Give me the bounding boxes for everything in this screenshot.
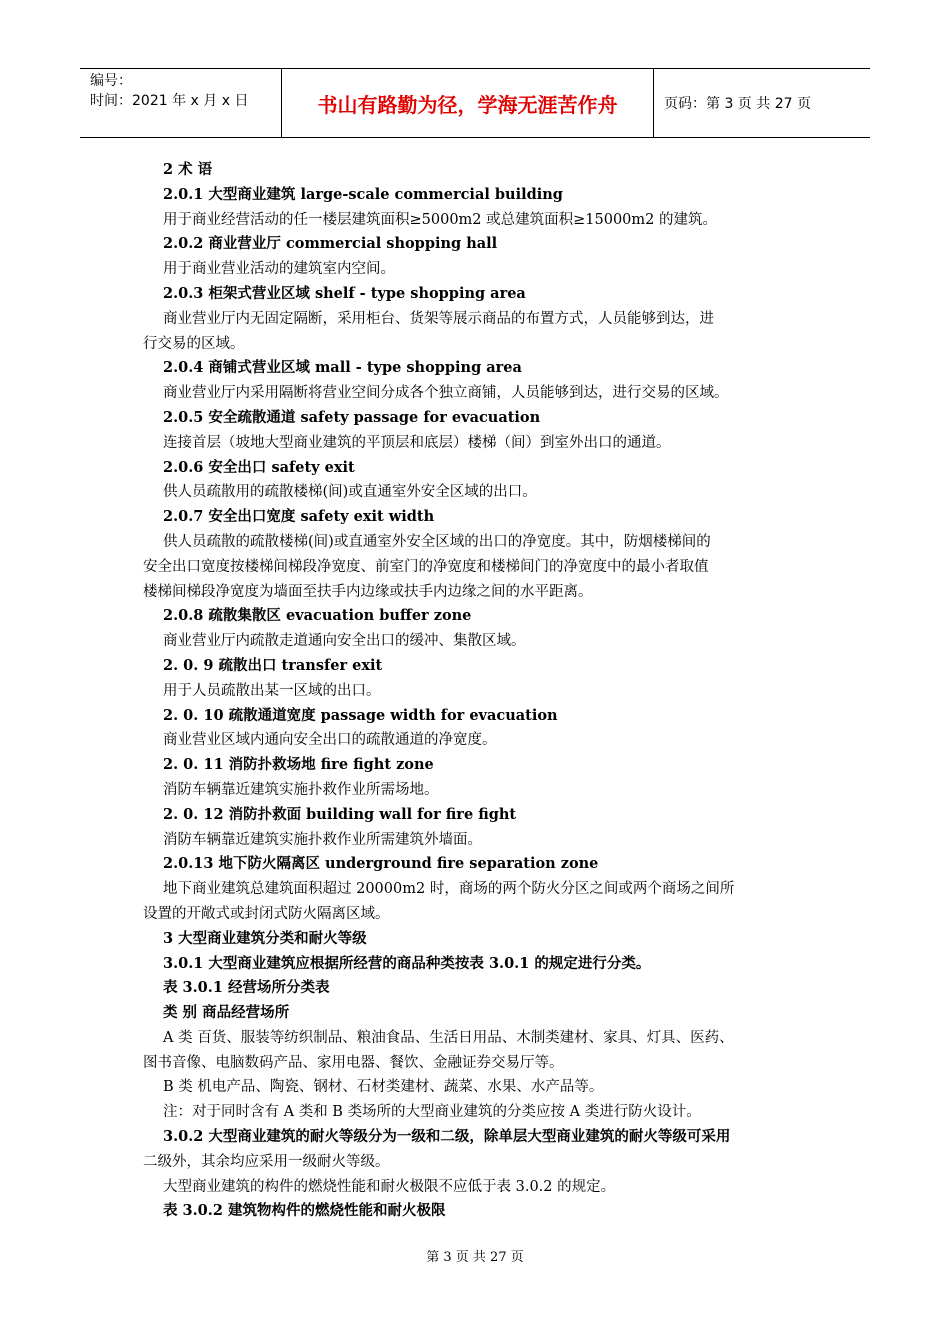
body-text-line: 图书音像、电脑数码产品、家用电器、餐饮、金融证券交易厅等。 [143,1054,564,1071]
body-text-line: A 类 百货、服装等纺织制品、粮油食品、生活日用品、木制类建材、家具、灯具、医药、 [163,1029,734,1046]
body-text-line: 商业营业区域内通向安全出口的疏散通道的净宽度。 [163,732,497,749]
section-heading: 3.0.1 大型商业建筑应根据所经营的商品种类按表 3.0.1 的规定进行分类。 [163,954,651,972]
body-text-line: 连接首层（坡地大型商业建筑的平顶层和底层）楼梯（间）到室外出口的通道。 [163,434,671,451]
body-text-line: 安全出口宽度按楼梯间梯段净宽度、前室门的净宽度和楼梯间门的净宽度中的最小者取值 [143,558,709,575]
section-heading: 表 3.0.1 经营场所分类表 [163,979,330,997]
header-page-code: 页码：第 3 页 共 27 页 [664,96,811,112]
section-heading: 2.0.6 安全出口 safety exit [163,458,355,476]
body-text-line: 消防车辆靠近建筑实施扑救作业所需建筑外墙面。 [163,831,482,848]
section-heading: 2. 0. 11 消防扑救场地 fire fight zone [163,756,434,774]
section-heading: 类 别 商品经营场所 [163,1004,290,1022]
section-heading: 2.0.2 商业营业厅 commercial shopping hall [163,235,498,253]
section-heading: 表 3.0.2 建筑物构件的燃烧性能和耐火极限 [163,1202,446,1220]
body-text-line: B 类 机电产品、陶瓷、钢材、石材类建材、蔬菜、水果、水产品等。 [163,1079,604,1096]
document-time-label: 时间：2021 年 x 月 x 日 [90,93,249,109]
body-text-line: 设置的开敞式或封闭式防火隔离区域。 [143,905,390,922]
body-text-line: 商业营业厅内疏散走道通向安全出口的缓冲、集散区域。 [163,633,526,650]
section-heading: 2. 0. 10 疏散通道宽度 passage width for evacuation [163,706,558,724]
document-body [143,158,823,1224]
section-heading: 2.0.13 地下防火隔离区 underground fire separation zone [163,855,599,873]
body-text-line: 注：对于同时含有 A 类和 B 类场所的大型商业建筑的分类应按 A 类进行防火设计。 [163,1104,701,1121]
body-text-line: 大型商业建筑的构件的燃烧性能和耐火极限不应低于表 3.0.2 的规定。 [163,1178,616,1195]
header-motto: 书山有路勤为径，学海无涯苦作舟 [282,69,654,137]
body-text-line: 用于商业营业活动的建筑室内空间。 [163,261,395,278]
body-text-line: 用于商业经营活动的任一楼层建筑面积≥5000m2 或总建筑面积≥15000m2 的建筑。 [163,211,717,228]
section-heading: 2.0.8 疏散集散区 evacuation buffer zone [163,607,472,625]
section-heading: 3 大型商业建筑分类和耐火等级 [163,929,367,947]
body-text-line: 供人员疏散的疏散楼梯(间)或直通室外安全区域的出口的净宽度。其中，防烟楼梯间的 [163,533,711,550]
body-text-line: 商业营业厅内无固定隔断，采用柜台、货架等展示商品的布置方式，人员能够到达，进 [163,310,714,327]
section-heading: 2.0.5 安全疏散通道 safety passage for evacuation [163,408,541,426]
section-heading: 2.0.4 商铺式营业区域 mall - type shopping area [163,359,522,377]
section-heading: 2.0.7 安全出口宽度 safety exit width [163,508,435,526]
body-text-line: 二级外，其余均应采用一级耐火等级。 [143,1153,390,1170]
page-footer: 第 3 页 共 27 页 [426,1250,524,1265]
section-heading: 2 术 语 [163,161,213,178]
section-heading: 3.0.2 大型商业建筑的耐火等级分为一级和二级，除单层大型商业建筑的耐火等级可采用 [163,1128,731,1146]
section-heading: 2. 0. 9 疏散出口 transfer exit [163,656,383,674]
section-heading: 2.0.3 柜架式营业区域 shelf - type shopping area [163,284,526,302]
body-text-line: 行交易的区域。 [143,335,245,352]
page-header [80,68,870,138]
section-heading: 2. 0. 12 消防扑救面 building wall for fire fight [163,805,517,823]
section-heading: 2.0.1 大型商业建筑 large-scale commercial building [163,185,563,203]
body-text-line: 消防车辆靠近建筑实施扑救作业所需场地。 [163,781,439,798]
body-text-line: 用于人员疏散出某一区域的出口。 [163,682,381,699]
body-text-line: 地下商业建筑总建筑面积超过 20000m2 时，商场的两个防火分区之间或两个商场之间所 [163,881,735,898]
body-text-line: 商业营业厅内采用隔断将营业空间分成各个独立商铺，人员能够到达，进行交易的区域。 [163,385,729,402]
document-number-label: 编号： [90,73,132,89]
body-text-line: 楼梯间梯段净宽度为墙面至扶手内边缘或扶手内边缘之间的水平距离。 [143,583,593,600]
header-meta [80,69,282,137]
body-text-line: 供人员疏散用的疏散楼梯(间)或直通室外安全区域的出口。 [163,484,537,501]
